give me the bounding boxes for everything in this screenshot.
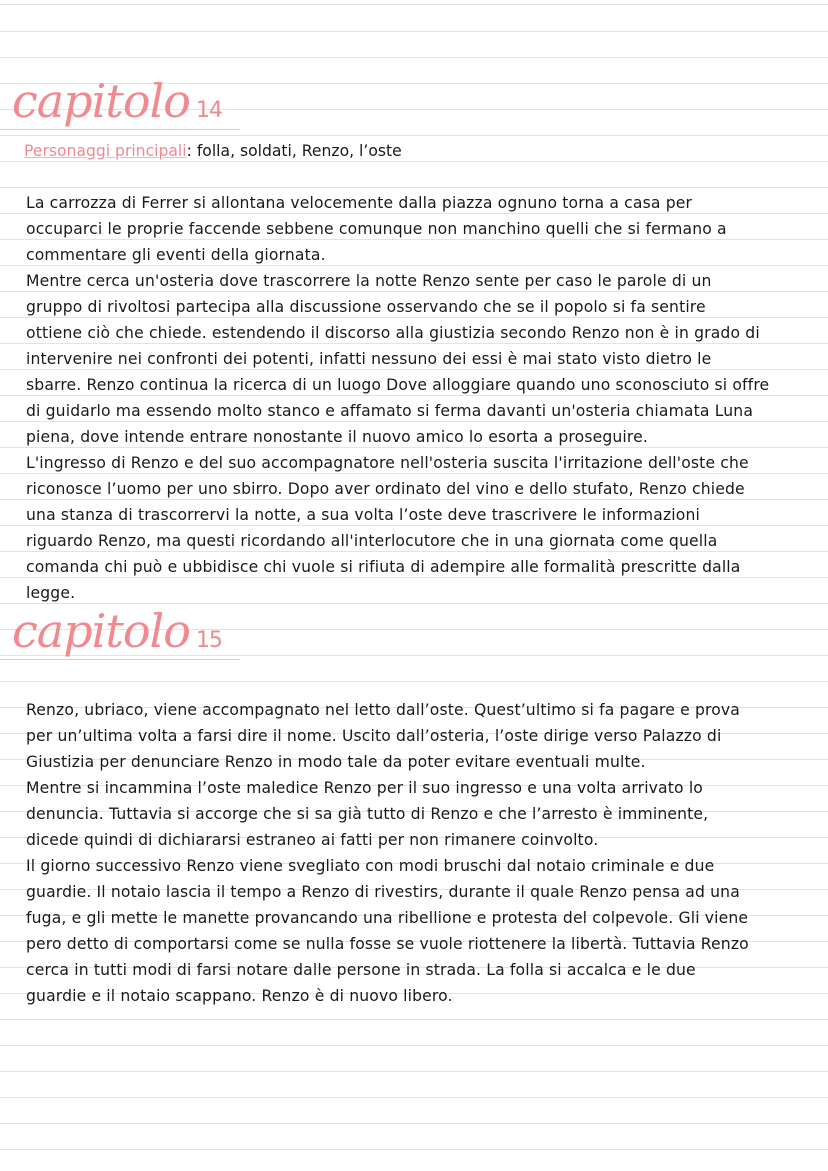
text-line: pero detto di comportarsi come se nulla fosse se vuole riottenere la libertà. Tuttavia Renzo bbox=[26, 935, 749, 953]
chapter-15-summary bbox=[26, 697, 826, 1009]
text-line: cerca in tutti modi di farsi notare dalle persone in strada. La folla si accalca e le due bbox=[26, 961, 696, 979]
text-line: di guidarlo ma essendo molto stanco e affamato si ferma davanti un'osteria chiamata Luna bbox=[26, 402, 754, 420]
chapter-15-number: 15 bbox=[195, 628, 222, 653]
text-line: guardie e il notaio scappano. Renzo è di nuovo libero. bbox=[26, 987, 453, 1005]
text-line: denuncia. Tuttavia si accorge che si sa già tutto di Renzo e che l’arresto è imminente, bbox=[26, 805, 709, 823]
text-line: Giustizia per denunciare Renzo in modo tale da poter evitare eventuali multe. bbox=[26, 753, 646, 771]
text-line: Renzo, ubriaco, viene accompagnato nel letto dall’oste. Quest’ultimo si fa pagare e prova bbox=[26, 701, 740, 719]
text-line: commentare gli eventi della giornata. bbox=[26, 246, 326, 264]
main-characters-colon: : bbox=[186, 142, 192, 160]
text-line: Mentre si incammina l’oste maledice Renzo per il suo ingresso e una volta arrivato lo bbox=[26, 779, 703, 797]
text-line: piena, dove intende entrare nonostante il nuovo amico lo esorta a proseguire. bbox=[26, 428, 648, 446]
heading-divider bbox=[0, 659, 240, 660]
text-line: gruppo di rivoltosi partecipa alla discussione osservando che se il popolo si fa sentire bbox=[26, 298, 706, 316]
text-line: una stanza di trascorrervi la notte, a sua volta l’oste deve trascrivere le informazioni bbox=[26, 506, 700, 524]
text-line: sbarre. Renzo continua la ricerca di un luogo Dove alloggiare quando uno sconosciuto si offre bbox=[26, 376, 770, 394]
text-line: intervenire nei confronti dei potenti, infatti nessuno dei essi è mai stato visto dietro le bbox=[26, 350, 712, 368]
text-line: Il giorno successivo Renzo viene svegliato con modi bruschi dal notaio criminale e due bbox=[26, 857, 715, 875]
chapter-15-heading bbox=[12, 604, 222, 658]
text-line: per un’ultima volta a farsi dire il nome. Uscito dall’osteria, l’oste dirige verso Palazzo di bbox=[26, 727, 722, 745]
heading-divider bbox=[0, 129, 240, 130]
chapter-15-title: capitolo bbox=[12, 604, 190, 658]
chapter-14-number: 14 bbox=[195, 98, 222, 123]
chapter-14-summary bbox=[26, 190, 826, 606]
text-line: occuparci le proprie faccende sebbene comunque non manchino quelli che si fermano a bbox=[26, 220, 727, 238]
main-characters-value: folla, soldati, Renzo, l’oste bbox=[191, 142, 402, 160]
text-line: fuga, e gli mette le manette provancando una ribellione e protesta del colpevole. Gli viene bbox=[26, 909, 749, 927]
text-line: La carrozza di Ferrer si allontana velocemente dalla piazza ognuno torna a casa per bbox=[26, 194, 693, 212]
main-characters-label: Personaggi principali bbox=[24, 142, 187, 160]
chapter-14-heading bbox=[12, 74, 222, 128]
text-line: Mentre cerca un'osteria dove trascorrere la notte Renzo sente per caso le parole di un bbox=[26, 272, 712, 290]
text-line: riguardo Renzo, ma questi ricordando all'interlocutore che in una giornata come quella bbox=[26, 532, 718, 550]
text-line: dicede quindi di dichiararsi estraneo ai fatti per non rimanere coinvolto. bbox=[26, 831, 599, 849]
text-line: L'ingresso di Renzo e del suo accompagnatore nell'osteria suscita l'irritazione dell'oste che bbox=[26, 454, 749, 472]
text-line: ottiene ciò che chiede. estendendo il discorso alla giustizia secondo Renzo non è in grado di bbox=[26, 324, 760, 342]
text-line: comanda chi può e ubbidisce chi vuole si rifiuta di adempire alle formalità prescritte dalla bbox=[26, 558, 741, 576]
chapter-14-title: capitolo bbox=[12, 74, 190, 128]
text-line: riconosce l’uomo per uno sbirro. Dopo aver ordinato del vino e dello stufato, Renzo chiede bbox=[26, 480, 745, 498]
text-line: legge. bbox=[26, 584, 76, 602]
text-line: guardie. Il notaio lascia il tempo a Renzo di rivestirs, durante il quale Renzo pensa ad una bbox=[26, 883, 740, 901]
main-characters-line bbox=[24, 141, 402, 161]
